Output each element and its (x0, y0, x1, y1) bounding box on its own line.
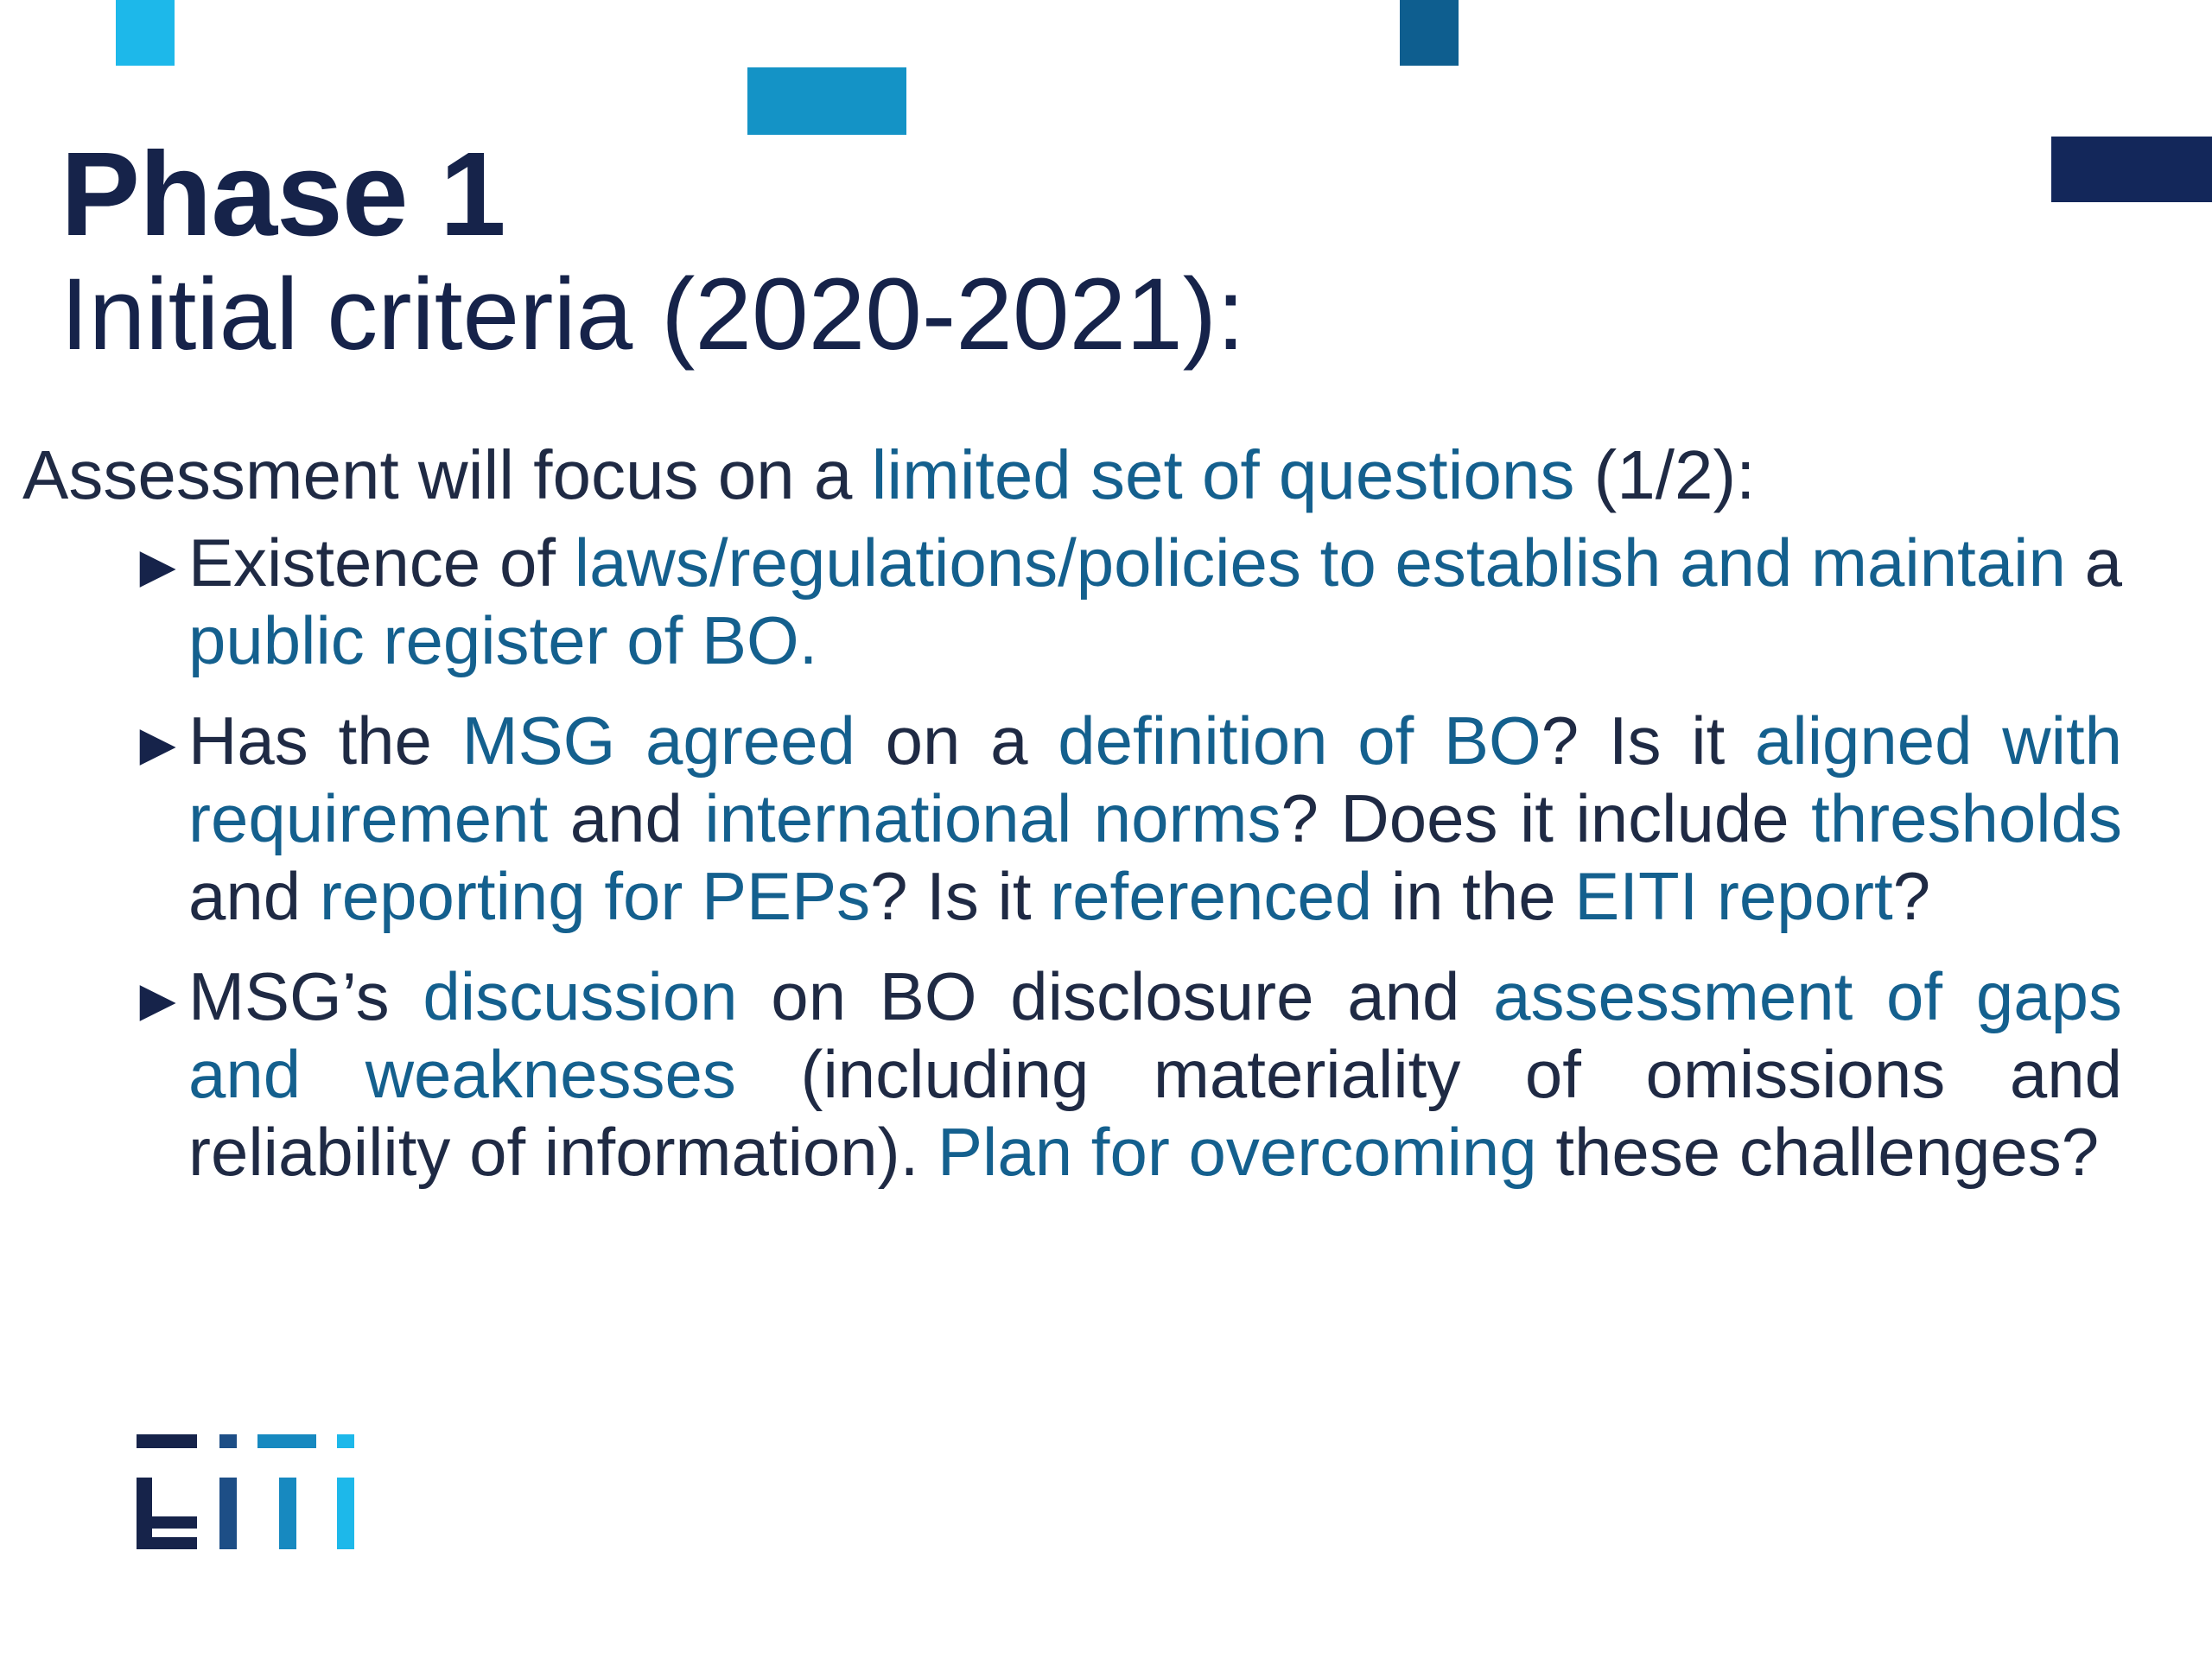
bullet-text: ? Is it (1541, 702, 1755, 779)
decor-square-blue (747, 67, 906, 135)
bullet-text: on a (855, 702, 1058, 779)
bullet-highlight: MSG agreed (461, 702, 855, 779)
intro-line (22, 432, 2122, 518)
bullet-arrow-icon: ► (128, 532, 188, 600)
bullet-highlight: EITI report (1574, 858, 1893, 934)
bullet-highlight: public register of BO. (188, 602, 818, 678)
bullet-text: Has the (188, 702, 462, 779)
bullet-highlight: laws/regulations/policies to establish and maintain (574, 524, 2066, 601)
bullet-item (22, 702, 2122, 935)
bullet-highlight: aligned with requirement (188, 702, 2123, 856)
intro-text: (1/2): (1574, 436, 1756, 513)
bullet-text: (including materiality of omissions and reliability of information). (188, 1036, 2122, 1190)
eiti-logo (137, 1434, 370, 1555)
decor-square-steel (1400, 0, 1459, 66)
slide-body (22, 432, 2122, 1213)
bullet-text: ? Is it (870, 858, 1051, 934)
bullet-text: on BO disclosure and (737, 958, 1494, 1034)
bullet-text: ? (1892, 858, 1931, 934)
decor-square-cyan (116, 0, 175, 66)
bullet-highlight: international norms (704, 780, 1281, 856)
bullet-arrow-icon: ► (128, 966, 188, 1033)
bullet-text: and (188, 858, 320, 934)
bullet-text: MSG’s (188, 958, 423, 1034)
bullet-item (22, 524, 2122, 679)
bullet-text: these challenges? (1536, 1114, 2100, 1190)
bullet-highlight: Plan for overcoming (938, 1114, 1537, 1190)
bullet-highlight: definition of BO (1058, 702, 1541, 779)
bullet-highlight: reporting for PEPs (319, 858, 871, 934)
bullet-highlight: thresholds (1811, 780, 2122, 856)
bullet-highlight: referenced (1050, 858, 1373, 934)
decor-bar-navy (2051, 137, 2212, 202)
bullet-item (22, 957, 2122, 1191)
bullet-text: and (548, 780, 705, 856)
slide-title: Phase 1 (60, 128, 505, 261)
slide-subtitle: Initial criteria (2020-2021): (60, 257, 1245, 372)
bullet-list (22, 524, 2122, 1191)
bullet-highlight: assessment of gaps and weaknesses (188, 958, 2122, 1112)
bullet-text: ? Does it include (1281, 780, 1812, 856)
bullet-text: in the (1372, 858, 1575, 934)
eiti-logo-mark (137, 1434, 370, 1551)
intro-text: Assessment will focus on a (22, 436, 872, 513)
bullet-text: Existence of (188, 524, 575, 601)
intro-highlight: limited set of questions (871, 436, 1575, 513)
bullet-highlight: discussion (423, 958, 738, 1034)
bullet-arrow-icon: ► (128, 710, 188, 778)
bullet-text: a (2065, 524, 2122, 601)
